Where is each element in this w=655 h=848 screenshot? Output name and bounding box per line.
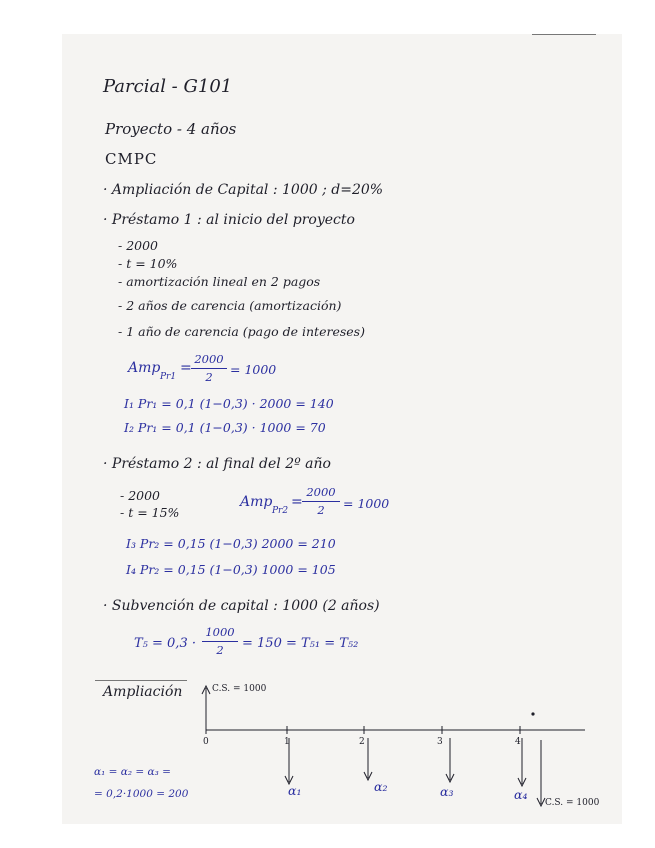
amp-result: = 1000 — [230, 362, 277, 377]
amp-subscript: Pr2 — [272, 506, 289, 516]
prestamo1-item: - t = 10% — [118, 256, 178, 271]
interest-eq-2: I₂ Pr₁ = 0,1 (1−0,3) · 1000 = 70 — [124, 420, 326, 435]
alpha-label-1: α₁ — [288, 783, 302, 798]
final-outflow-label: C.S. = 1000 — [545, 798, 600, 808]
prestamo1-item: - 2 años de carencia (amortización) — [118, 298, 342, 313]
page-title: Parcial - G101 — [103, 76, 233, 97]
prestamo1-item: - amortización lineal en 2 pagos — [118, 274, 321, 289]
equals-sign: = — [291, 494, 303, 510]
prestamo2-item: - t = 15% — [120, 505, 180, 520]
project-line: Proyecto - 4 años — [105, 120, 237, 138]
prestamo2-heading: · Préstamo 2 : al final del 2º año — [103, 456, 331, 472]
fraction-numerator: 1000 — [205, 625, 235, 639]
interest-eq-1: I₁ Pr₁ = 0,1 (1−0,3) · 2000 = 140 — [124, 396, 334, 411]
subvencion-lhs: T₅ = 0,3 · — [134, 636, 196, 651]
alpha-note-line-2: = 0,2·1000 = 200 — [94, 788, 189, 800]
company-name: CMPC — [105, 150, 158, 168]
amp-result: = 1000 — [343, 496, 390, 511]
alpha-note-line-1: α₁ = α₂ = α₃ = — [94, 766, 171, 778]
prestamo2-item: - 2000 — [120, 488, 161, 503]
alpha-label-2: α₂ — [374, 779, 388, 794]
equals-sign: = — [180, 360, 192, 376]
fraction-numerator: 2000 — [194, 352, 224, 366]
prestamo1-heading: · Préstamo 1 : al inicio del proyecto — [103, 212, 355, 228]
tick-label-4: 4 — [515, 737, 521, 747]
ink-dot — [531, 712, 534, 715]
initial-inflow-label: C.S. = 1000 — [212, 684, 267, 694]
amp-subscript: Pr1 — [160, 372, 177, 382]
fraction-denominator: 2 — [317, 503, 325, 517]
tick-label-1: 1 — [284, 737, 290, 747]
interest-eq-3: I₃ Pr₂ = 0,15 (1−0,3) 2000 = 210 — [126, 536, 336, 551]
fraction-denominator: 2 — [205, 370, 213, 384]
alpha-label-4: α₄ — [514, 787, 528, 802]
tick-label-3: 3 — [437, 737, 443, 747]
subvencion-rhs: = 150 = T₅₁ = T₅₂ — [242, 636, 359, 651]
subvencion-heading: · Subvención de capital : 1000 (2 años) — [103, 598, 380, 614]
interest-eq-4: I₄ Pr₂ = 0,15 (1−0,3) 1000 = 105 — [126, 562, 336, 577]
amp-symbol: Amp — [128, 360, 161, 376]
fraction-denominator: 2 — [216, 643, 224, 657]
tick-label-0: 0 — [203, 737, 209, 747]
prestamo1-item: - 1 año de carencia (pago de intereses) — [118, 324, 365, 339]
amp-symbol: Amp — [240, 494, 273, 510]
alpha-label-3: α₃ — [440, 784, 454, 799]
diagram-label: Ampliación — [103, 684, 183, 700]
prestamo1-item: - 2000 — [118, 238, 159, 253]
ampliacion-line: · Ampliación de Capital : 1000 ; d=20% — [103, 182, 384, 198]
fraction-numerator: 2000 — [306, 485, 336, 499]
tick-label-2: 2 — [359, 737, 365, 747]
